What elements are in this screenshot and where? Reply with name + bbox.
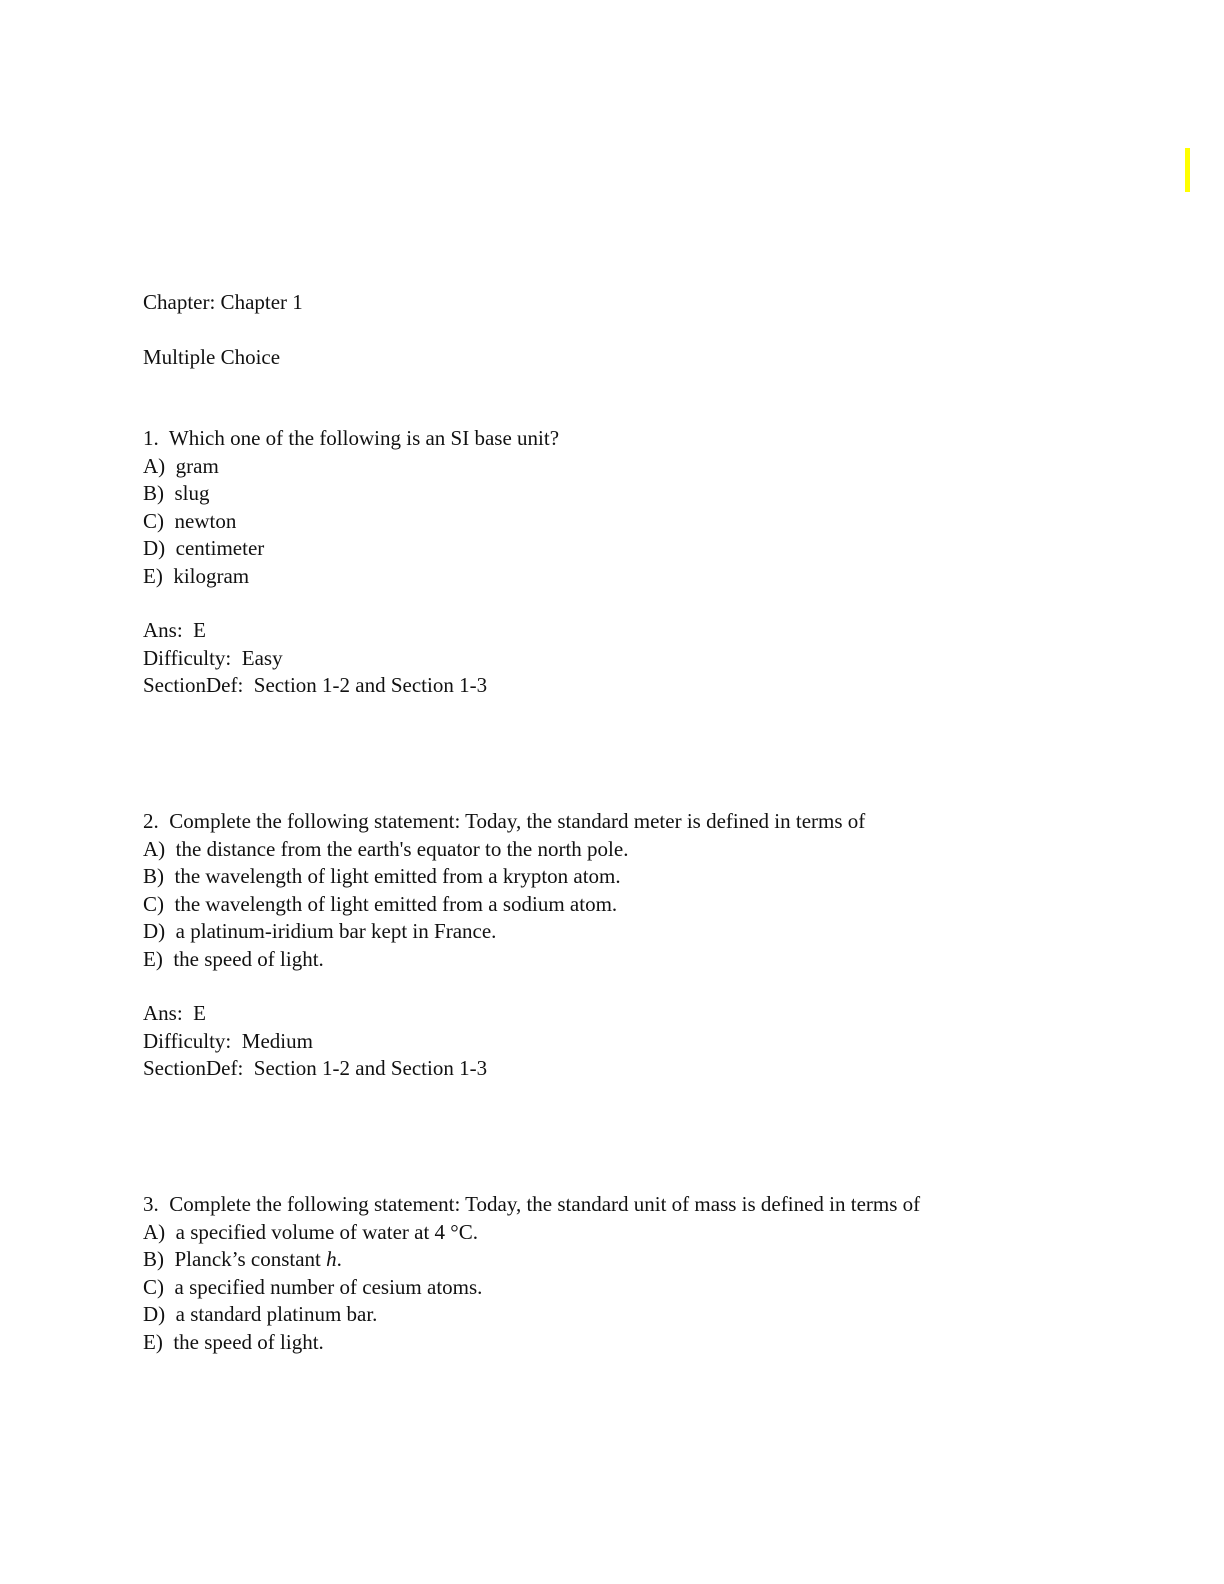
question-3-option-b-text: B) Planck’s constant bbox=[143, 1247, 327, 1271]
question-3-option-d: D) a standard platinum bar. bbox=[143, 1302, 378, 1326]
question-3-option-b-end: . bbox=[336, 1247, 342, 1271]
question-1-option-a: A) gram bbox=[143, 453, 219, 478]
question-1-answer: Ans: E bbox=[143, 618, 206, 642]
question-1-option-b: B) slug bbox=[143, 481, 210, 505]
question-1-stem: 1. Which one of the following is an SI base unit? bbox=[143, 426, 560, 450]
question-2-difficulty: Difficulty: Medium bbox=[143, 1028, 313, 1053]
question-3-stem: 3. Complete the following statement: Today, the standard unit of mass is defined in terms of bbox=[143, 1192, 921, 1216]
question-2-option-a: A) the distance from the earth's equator to the north pole. bbox=[143, 836, 629, 861]
question-2-option-d: D) a platinum-iridium bar kept in France. bbox=[143, 919, 497, 943]
question-1-option-e: E) kilogram bbox=[143, 563, 250, 588]
highlight-mark bbox=[1185, 148, 1190, 192]
question-2-option-e: E) the speed of light. bbox=[143, 946, 324, 971]
question-2-answer: Ans: E bbox=[143, 1001, 206, 1025]
question-2-section: SectionDef: Section 1-2 and Section 1-3 bbox=[143, 1056, 488, 1080]
question-3-option-e: E) the speed of light. bbox=[143, 1329, 324, 1354]
question-1 bbox=[143, 425, 559, 700]
question-3-option-c: C) a specified number of cesium atoms. bbox=[143, 1274, 483, 1299]
question-1-option-d: D) centimeter bbox=[143, 536, 265, 560]
question-3-option-b bbox=[143, 1246, 920, 1274]
section-type-heading: Multiple Choice bbox=[143, 345, 281, 369]
question-3-option-a: A) a specified volume of water at 4 °C. bbox=[143, 1219, 478, 1244]
planck-symbol: h bbox=[326, 1247, 337, 1271]
question-2-option-c: C) the wavelength of light emitted from a sodium atom. bbox=[143, 891, 618, 916]
question-2 bbox=[143, 808, 865, 1083]
question-1-section: SectionDef: Section 1-2 and Section 1-3 bbox=[143, 673, 488, 697]
question-2-option-b: B) the wavelength of light emitted from a krypton atom. bbox=[143, 864, 621, 888]
question-2-stem: 2. Complete the following statement: Today, the standard meter is defined in terms of bbox=[143, 809, 866, 833]
question-1-difficulty: Difficulty: Easy bbox=[143, 645, 283, 670]
question-1-option-c: C) newton bbox=[143, 508, 237, 533]
question-3 bbox=[143, 1191, 920, 1356]
chapter-heading: Chapter: Chapter 1 bbox=[143, 290, 303, 314]
